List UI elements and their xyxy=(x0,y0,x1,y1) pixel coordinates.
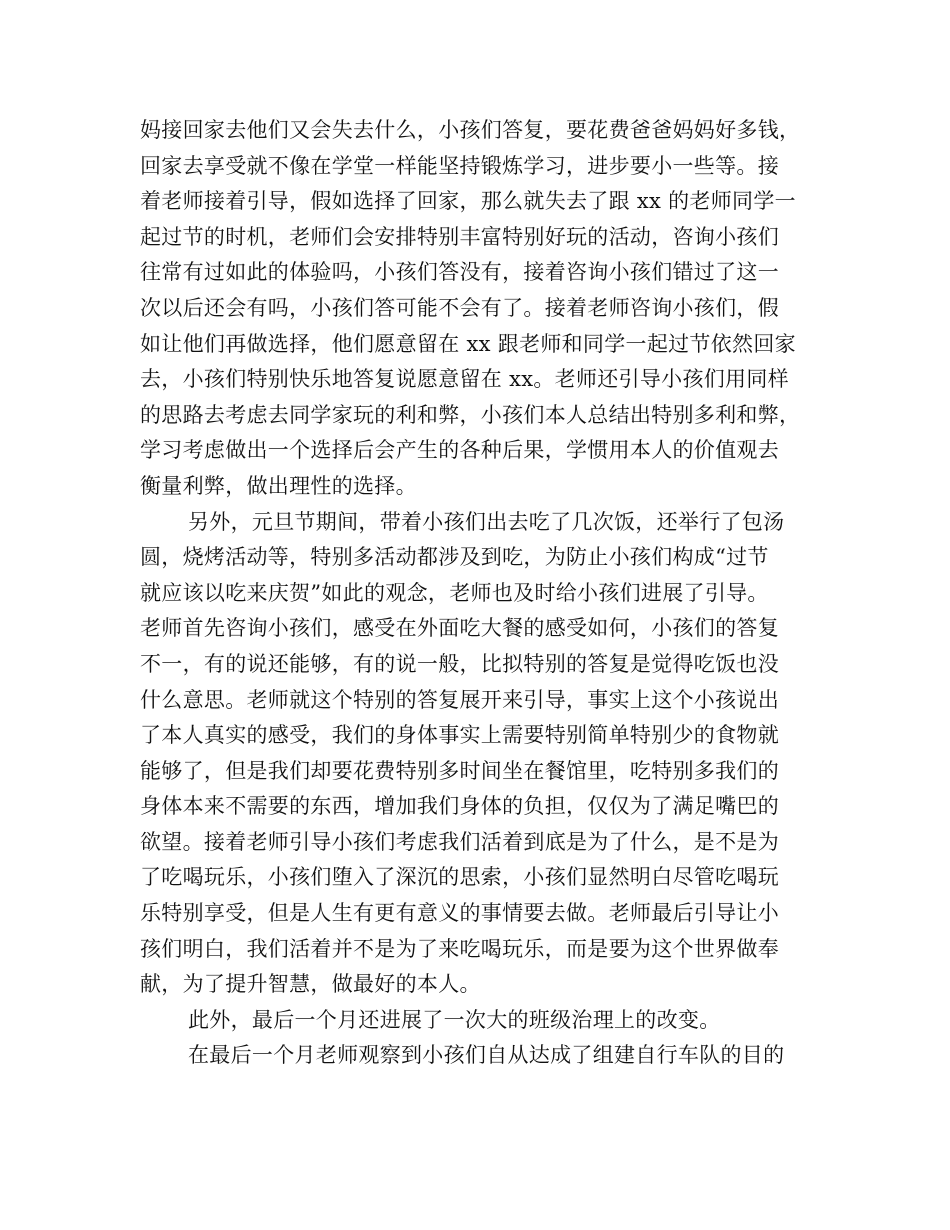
text-line: 孩们明白，我们活着并不是为了来吃喝玩乐，而是要为这个世界做奉 xyxy=(140,936,779,961)
text-line: 欲望。接着老师引导小孩们考虑我们活着到底是为了什么，是不是为 xyxy=(140,829,779,854)
paragraph xyxy=(140,1038,820,1074)
paragraph xyxy=(140,1003,820,1039)
text-line: 献，为了提升智慧，做最好的本人。 xyxy=(140,972,481,997)
text-line: 圆，烧烤活动等，特别多活动都涉及到吃，为防止小孩们构成“过节 xyxy=(140,545,769,570)
text-line: 次以后还会有吗，小孩们答可能不会有了。接着老师咨询小孩们，假 xyxy=(140,295,779,320)
text-line: 老师首先咨询小孩们，感受在外面吃大餐的感受如何，小孩们的答复 xyxy=(140,616,779,641)
text-line: 了本人真实的感受，我们的身体事实上需要特别简单特别少的食物就 xyxy=(140,723,779,748)
text-line: 能够了，但是我们却要花费特别多时间坐在餐馆里，吃特别多我们的 xyxy=(140,758,779,783)
text-line: 此外，最后一个月还进展了一次大的班级治理上的改变。 xyxy=(188,1007,721,1032)
text-line: 的思路去考虑去同学家玩的利和弊，小孩们本人总结出特别多利和弊， xyxy=(140,402,801,427)
paragraph xyxy=(140,113,820,505)
text-line: 去，小孩们特别快乐地答复说愿意留在 xx。老师还引导小孩们用同样 xyxy=(140,367,789,392)
text-line: 乐特别享受，但是人生有更有意义的事情要去做。老师最后引导让小 xyxy=(140,901,779,926)
text-line: 不一，有的说还能够，有的说一般，比拟特别的答复是觉得吃饭也没 xyxy=(140,651,779,676)
text-line: 了吃喝玩乐，小孩们堕入了深沉的思索，小孩们显然明白尽管吃喝玩 xyxy=(140,865,779,890)
text-line: 起过节的时机，老师们会安排特别丰富特别好玩的活动，咨询小孩们 xyxy=(140,224,779,249)
text-line: 衡量利弊，做出理性的选择。 xyxy=(140,473,417,498)
paragraph xyxy=(140,505,820,1003)
text-line: 学习考虑做出一个选择后会产生的各种后果，学惯用本人的价值观去 xyxy=(140,438,779,463)
text-line: 如让他们再做选择，他们愿意留在 xx 跟老师和同学一起过节依然回家 xyxy=(140,331,796,356)
document-body xyxy=(140,113,820,1074)
text-line: 回家去享受就不像在学堂一样能坚持锻炼学习，进步要小一些等。接 xyxy=(140,153,779,178)
text-line: 就应该以吃来庆贺”如此的观念，老师也及时给小孩们进展了引导。 xyxy=(140,580,769,605)
text-line: 在最后一个月老师观察到小孩们自从达成了组建自行车队的目的 xyxy=(188,1043,785,1068)
text-line: 妈接回家去他们又会失去什么，小孩们答复，要花费爸爸妈妈好多钱， xyxy=(140,118,801,142)
text-line: 身体本来不需要的东西，增加我们身体的负担，仅仅为了满足嘴巴的 xyxy=(140,794,779,819)
text-line: 着老师接着引导，假如选择了回家，那么就失去了跟 xx 的老师同学一 xyxy=(140,189,796,214)
text-line: 往常有过如此的体验吗，小孩们答没有，接着咨询小孩们错过了这一 xyxy=(140,260,779,285)
text-line: 另外，元旦节期间，带着小孩们出去吃了几次饭，还举行了包汤 xyxy=(188,509,785,534)
text-line: 什么意思。老师就这个特别的答复展开来引导，事实上这个小孩说出 xyxy=(140,687,779,712)
